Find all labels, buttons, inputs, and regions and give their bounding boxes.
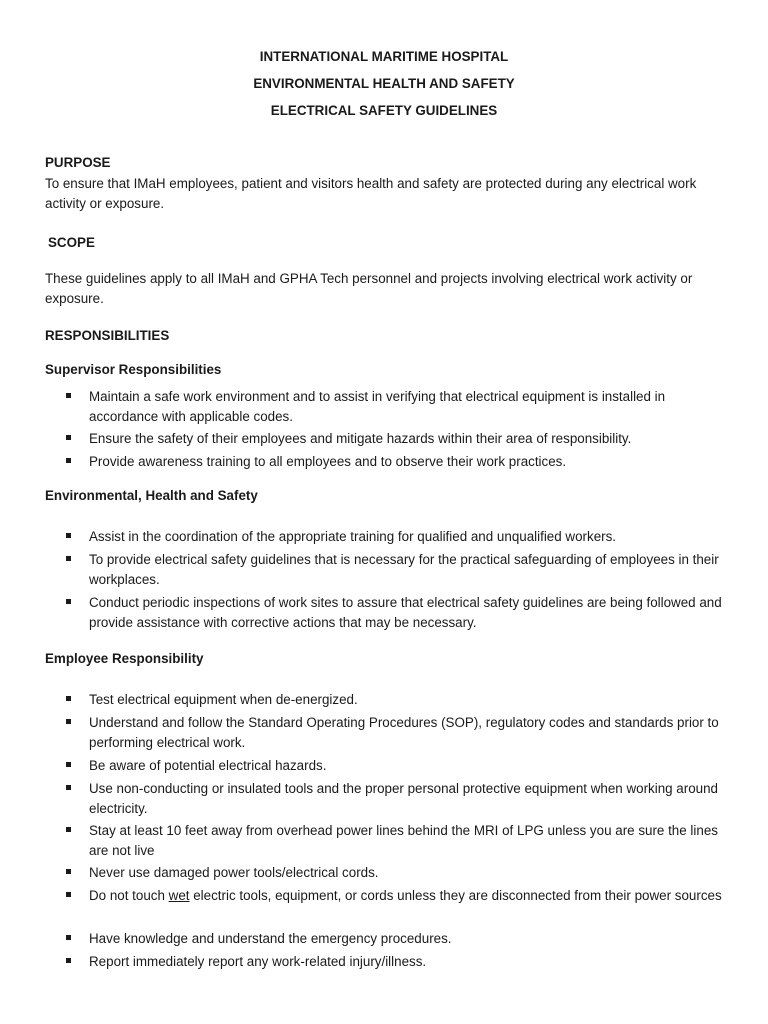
list-item-text: Report immediately report any work-related injury/illness. bbox=[89, 954, 427, 969]
purpose-text: To ensure that IMaH employees, patient and visitors health and safety are protected during any electrical work activity or exposure. bbox=[45, 176, 697, 211]
list-item-text: Have knowledge and understand the emergency procedures. bbox=[89, 931, 452, 946]
list-item-text: Understand and follow the Standard Operating Procedures (SOP), regulatory codes and standards prior to performing electrical work. bbox=[89, 715, 719, 750]
list-item-text: Provide awareness training to all employees and to observe their work practices. bbox=[89, 454, 567, 469]
bullet-icon bbox=[66, 696, 71, 701]
employee-heading: Employee Responsibility bbox=[45, 651, 204, 666]
emphasis-wet: wet bbox=[168, 888, 190, 903]
list-item-text: To provide electrical safety guidelines that is necessary for the practical safeguarding of employees in their workplaces. bbox=[89, 552, 719, 587]
header-hospital-name: INTERNATIONAL MARITIME HOSPITAL bbox=[259, 49, 509, 64]
bullet-icon bbox=[66, 958, 71, 963]
scope-text: These guidelines apply to all IMaH and GPHA Tech personnel and projects involving electrical work activity or exposure. bbox=[45, 271, 693, 306]
list-item-text: Do not touch wet electric tools, equipment, or cords unless they are disconnected from their power sources bbox=[89, 888, 722, 903]
list-item-text: Conduct periodic inspections of work sites to assure that electrical safety guidelines are being followed and provide assistance with corrective actions that may be necessary. bbox=[89, 595, 722, 630]
bullet-icon bbox=[66, 762, 71, 767]
bullet-icon bbox=[66, 393, 71, 398]
ehs-heading: Environmental, Health and Safety bbox=[45, 488, 258, 503]
list-item-text: Stay at least 10 feet away from overhead power lines behind the MRI of LPG unless you are sure the lines are not live bbox=[89, 823, 718, 858]
bullet-icon bbox=[66, 533, 71, 538]
bullet-icon bbox=[66, 935, 71, 940]
responsibilities-heading: RESPONSIBILITIES bbox=[45, 328, 170, 343]
bullet-icon bbox=[66, 458, 71, 463]
bullet-icon bbox=[66, 827, 71, 832]
bullet-icon bbox=[66, 556, 71, 561]
scope-heading: SCOPE bbox=[48, 235, 95, 250]
list-item-text: Be aware of potential electrical hazards. bbox=[89, 758, 327, 773]
list-item-text: Never use damaged power tools/electrical cords. bbox=[89, 865, 379, 880]
bullet-icon bbox=[66, 785, 71, 790]
header-department: ENVIRONMENTAL HEALTH AND SAFETY bbox=[253, 76, 515, 91]
bullet-icon bbox=[66, 892, 71, 897]
bullet-icon bbox=[66, 869, 71, 874]
purpose-heading: PURPOSE bbox=[45, 155, 111, 170]
list-item-text: Test electrical equipment when de-energized. bbox=[89, 692, 358, 707]
bullet-icon bbox=[66, 435, 71, 440]
bullet-icon bbox=[66, 599, 71, 604]
supervisor-heading: Supervisor Responsibilities bbox=[45, 362, 222, 377]
list-item-text: Use non-conducting or insulated tools and the proper personal protective equipment when working around electricity. bbox=[89, 781, 719, 816]
list-item-text: Ensure the safety of their employees and mitigate hazards within their area of responsibility. bbox=[89, 431, 632, 446]
document-title: ELECTRICAL SAFETY GUIDELINES bbox=[270, 103, 498, 118]
list-item-text: Assist in the coordination of the appropriate training for qualified and unqualified workers. bbox=[89, 529, 617, 544]
list-item-text: Maintain a safe work environment and to assist in verifying that electrical equipment is installed in accordance with applicable codes. bbox=[89, 389, 666, 424]
bullet-icon bbox=[66, 719, 71, 724]
